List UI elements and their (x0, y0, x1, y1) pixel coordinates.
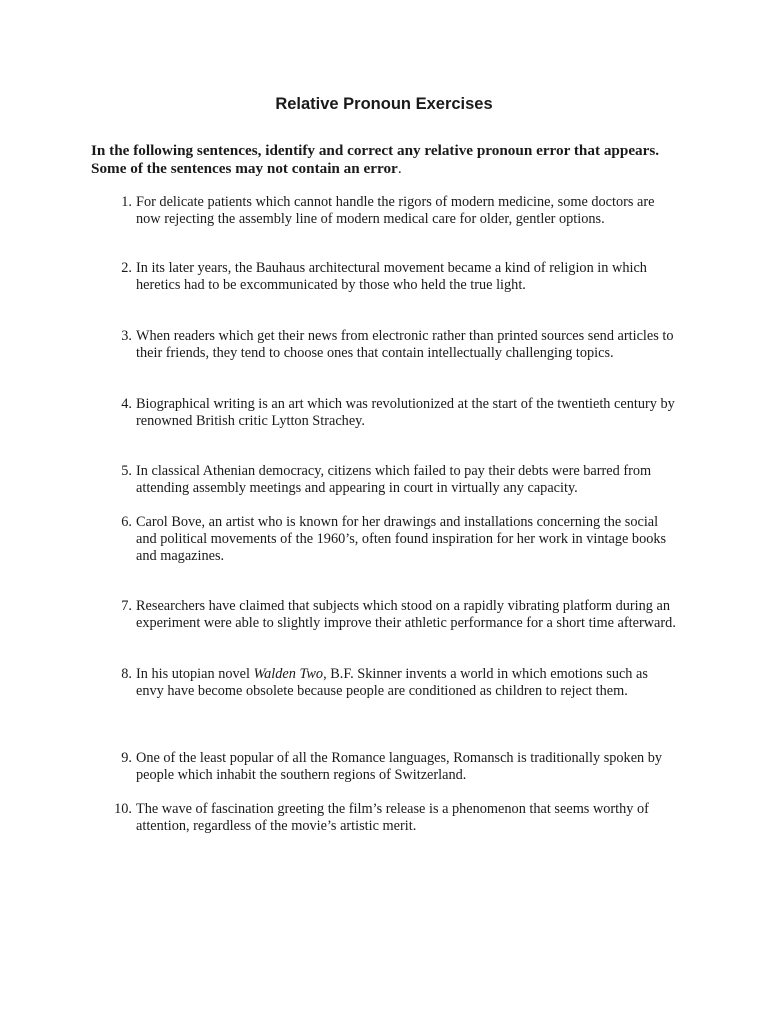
item-number: 2. (121, 260, 132, 276)
item-text: For delicate patients which cannot handle the rigors of modern medicine, some doctors are now rejecting the assembly line of modern medical care for older, gentler options. (136, 194, 655, 227)
page-title: Relative Pronoun Exercises (275, 95, 493, 113)
item-number: 8. (121, 666, 132, 682)
item-text: Carol Bove, an artist who is known for her drawings and installations concerning the social and political movements of the 1960’s, often found inspiration for her work in vintage books and magazines. (136, 514, 667, 564)
item-text: In its later years, the Bauhaus architectural movement became a kind of religion in which heretics had to be excommunicated by those who held the true light. (136, 260, 647, 293)
item-number: 7. (121, 598, 132, 614)
item-text: In classical Athenian democracy, citizens which failed to pay their debts were barred from attending assembly meetings and appearing in court in virtually any capacity. (136, 463, 652, 496)
item-text-end: , B.F. Skinner invents a world in which emotions such as envy have become obsolete because people are conditioned as children to reject them. (136, 666, 648, 699)
item-number: 10. (114, 801, 132, 817)
item-number: 1. (121, 194, 132, 210)
item-text (136, 666, 676, 700)
item-text: Biographical writing is an art which was revolutionized at the start of the twentieth century by renowned British critic Lytton Strachey. (136, 396, 675, 429)
item-number: 5. (121, 463, 132, 479)
item-text: Researchers have claimed that subjects which stood on a rapidly vibrating platform during an experiment were able to slightly improve their athletic performance for a short time afterward. (136, 598, 676, 631)
instructions-period: . (397, 160, 402, 177)
book-title: Walden Two (253, 666, 324, 682)
item-number: 9. (121, 750, 132, 766)
item-number: 6. (121, 514, 132, 530)
item-number: 3. (121, 328, 132, 344)
item-text: One of the least popular of all the Romance languages, Romansch is traditionally spoken by people which inhabit the southern regions of Switzerland. (136, 750, 663, 783)
item-text-start: In his utopian novel (136, 666, 254, 682)
instructions-text: In the following sentences, identify and correct any relative pronoun error that appears. Some of the sentences may not contain an error (91, 142, 660, 177)
instructions (91, 142, 691, 178)
item-text: When readers which get their news from electronic rather than printed sources send articles to their friends, they tend to choose ones that contain intellectually challenging topics. (136, 328, 674, 361)
item-text: The wave of fascination greeting the film’s release is a phenomenon that seems worthy of attention, regardless of the movie’s artistic merit. (136, 801, 649, 834)
item-number: 4. (121, 396, 132, 412)
